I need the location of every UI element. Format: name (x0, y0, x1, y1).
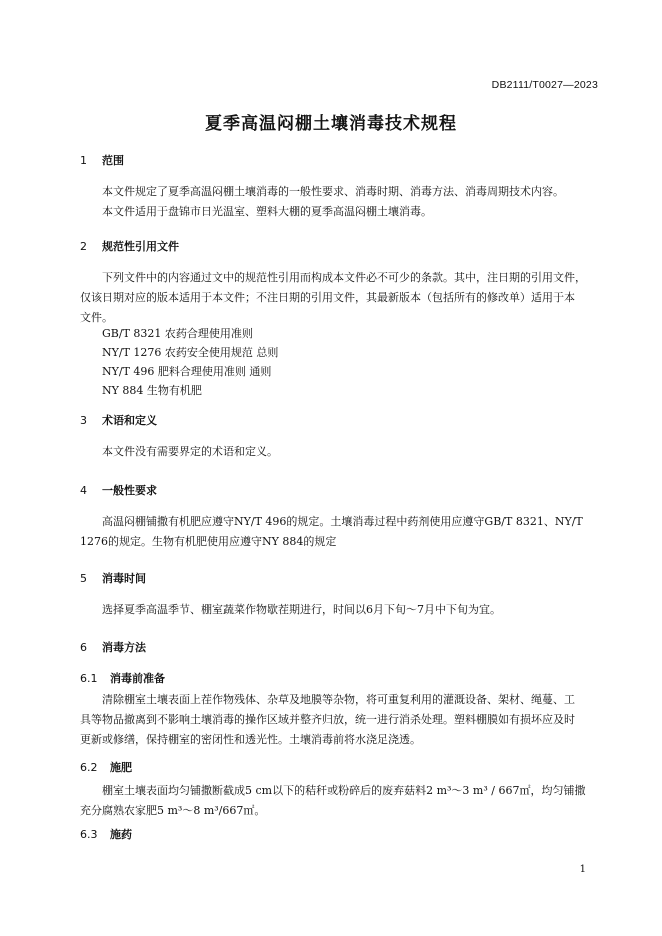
paragraph-line: 本文件规定了夏季高温闷棚土壤消毒的一般性要求、消毒时期、消毒方法、消毒周期技术内容。 (102, 185, 564, 198)
subsection-heading (80, 826, 132, 842)
section-number: 4 (80, 484, 87, 497)
paragraph (80, 182, 600, 222)
reference-item: NY/T 496 肥料合理使用准则 通则 (102, 365, 272, 378)
section-title: 范围 (102, 154, 124, 167)
paragraph-line: 选择夏季高温季节、棚室蔬菜作物歇茬期进行，时间以6月下旬～7月中下旬为宜。 (102, 603, 501, 616)
subsection-heading (80, 759, 132, 775)
section-title: 消毒前准备 (110, 672, 165, 685)
section-number: 6.1 (80, 672, 98, 685)
paragraph (80, 600, 600, 620)
paragraph-line: 充分腐熟农家肥5 m³～8 m³/667㎡。 (80, 804, 266, 817)
paragraph-line: 清除棚室土壤表面上茬作物残体、杂草及地膜等杂物，将可重复利用的灌溉设备、架材、绳蔓、工 (102, 693, 575, 706)
paragraph-line: 本文件适用于盘锦市日光温室、塑料大棚的夏季高温闷棚土壤消毒。 (102, 205, 432, 218)
section-number: 3 (80, 414, 87, 427)
paragraph (80, 442, 600, 462)
reference-item: NY/T 1276 农药安全使用规范 总则 (102, 346, 279, 359)
section-title: 一般性要求 (102, 484, 157, 497)
section-heading (80, 152, 124, 168)
paragraph (80, 690, 600, 750)
section-title: 消毒方法 (102, 641, 146, 654)
paragraph (80, 512, 600, 552)
section-heading (80, 482, 157, 498)
page-number: 1 (579, 864, 586, 875)
section-number: 2 (80, 240, 87, 253)
section-number: 6 (80, 641, 87, 654)
section-heading (80, 238, 179, 254)
section-heading (80, 412, 157, 428)
paragraph-line: 本文件没有需要界定的术语和定义。 (102, 445, 278, 458)
paragraph (80, 781, 600, 821)
section-number: 5 (80, 572, 87, 585)
paragraph-line: 高温闷棚铺撒有机肥应遵守NY/T 496的规定。土壤消毒过程中药剂使用应遵守GB/T 8321、NY/T (102, 515, 583, 528)
paragraph-line: 更新或修缮，保持棚室的密闭性和透光性。土壤消毒前将水浇足浇透。 (80, 733, 421, 746)
paragraph-line: 1276的规定。生物有机肥使用应遵守NY 884的规定 (80, 535, 337, 548)
section-title: 消毒时间 (102, 572, 146, 585)
section-title: 施肥 (110, 761, 132, 774)
reference-item: NY 884 生物有机肥 (102, 384, 202, 397)
reference-list (102, 324, 278, 400)
section-heading (80, 639, 146, 655)
paragraph-line: 棚室土壤表面均匀铺撒断截成5 cm以下的秸秆或粉碎后的废弃菇料2 m³～3 m³ / 667㎡，均匀铺撒 (102, 784, 586, 797)
paragraph-line: 仅该日期对应的版本适用于本文件；不注日期的引用文件，其最新版本（包括所有的修改单）适用于本 (80, 291, 575, 304)
paragraph-line: 具等物品撤离到不影响土壤消毒的操作区域并整齐归放，统一进行消杀处理。塑料棚膜如有损坏应及时 (80, 713, 575, 726)
section-number: 1 (80, 154, 87, 167)
section-number: 6.2 (80, 761, 98, 774)
paragraph-line: 下列文件中的内容通过文中的规范性引用而构成本文件必不可少的条款。其中，注日期的引用文件， (102, 271, 586, 284)
section-title: 施药 (110, 828, 132, 841)
subsection-heading (80, 670, 165, 686)
section-title: 术语和定义 (102, 414, 157, 427)
document-title: 夏季高温闷棚土壤消毒技术规程 (205, 114, 457, 134)
section-number: 6.3 (80, 828, 98, 841)
section-heading (80, 570, 146, 586)
paragraph (80, 268, 600, 328)
reference-item: GB/T 8321 农药合理使用准则 (102, 327, 253, 340)
paragraph-line: 文件。 (80, 311, 113, 324)
section-title: 规范性引用文件 (102, 240, 179, 253)
standard-code: DB2111/T0027—2023 (491, 79, 598, 91)
